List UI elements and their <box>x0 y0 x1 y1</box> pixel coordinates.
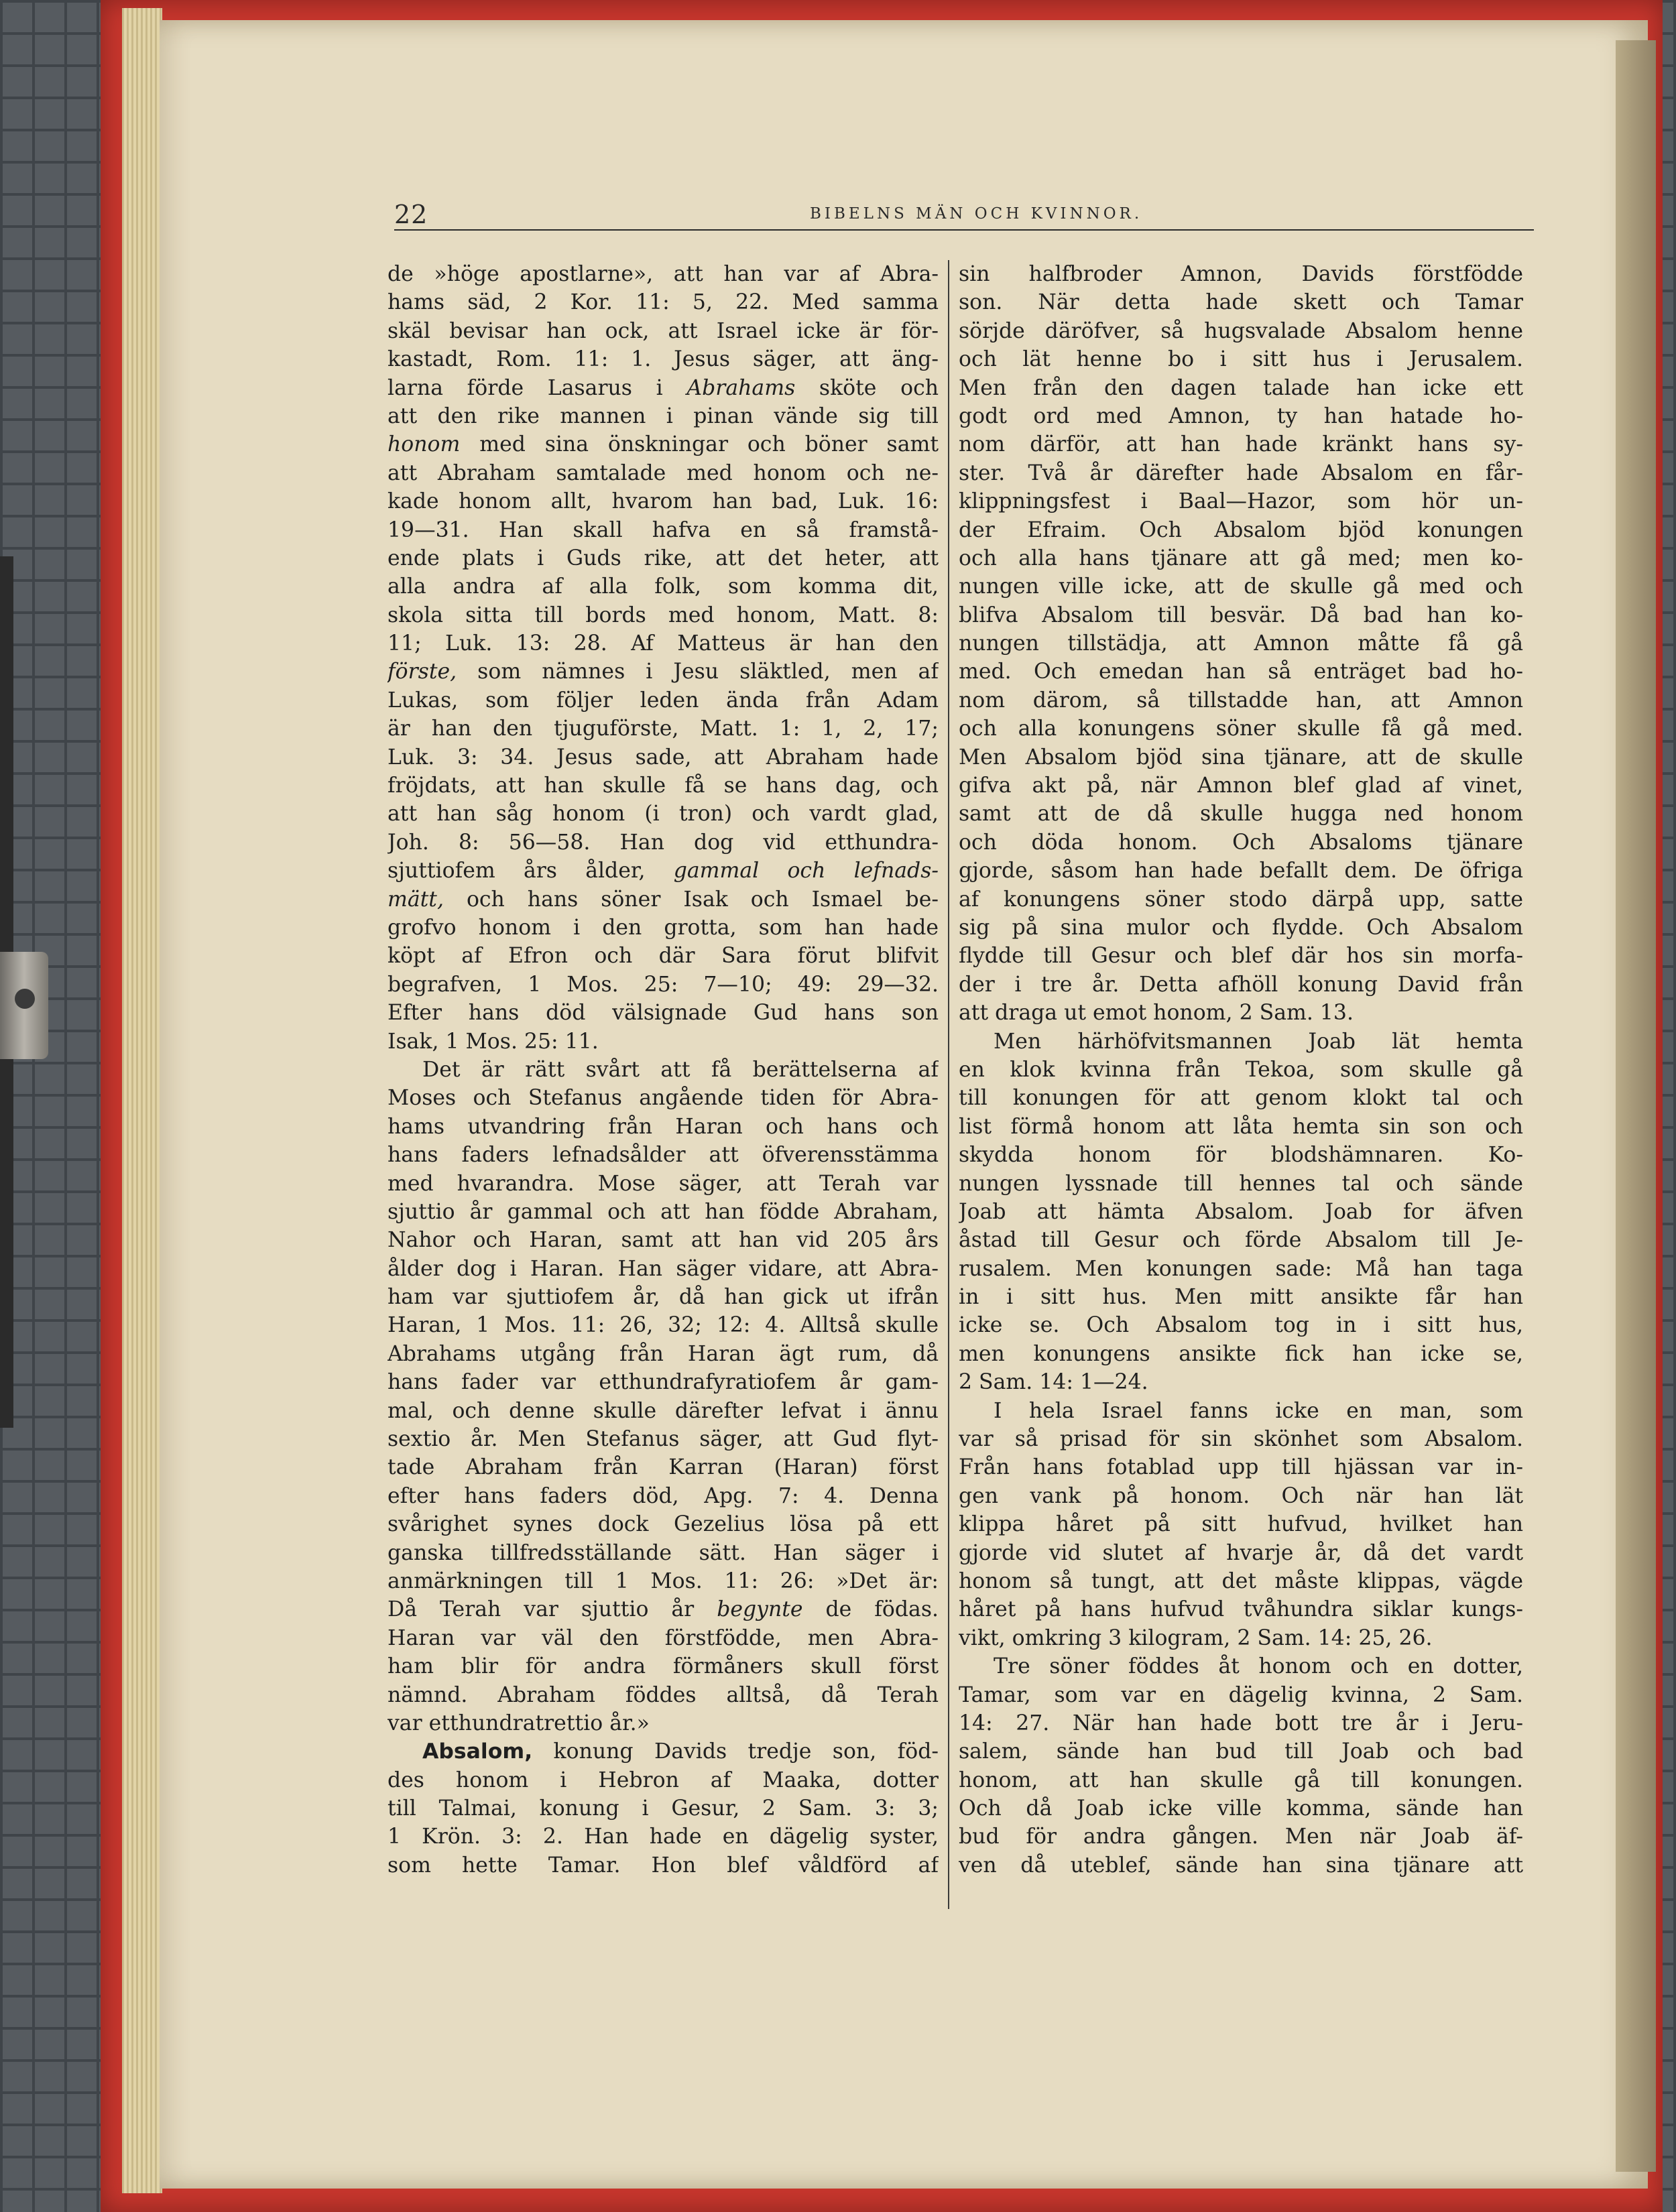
running-title: BIBELNS MÄN OCH KVINNOR. <box>810 205 1143 223</box>
text-run: hans faders lefnadsålder att öfverensstämma <box>387 1143 939 1168</box>
text-line <box>387 1823 939 1851</box>
text-line <box>387 658 939 686</box>
text-run: kastadt, Rom. 11: 1. Jesus säger, att äng- <box>387 347 939 372</box>
text-line <box>387 317 939 345</box>
text-run: håret på hans hufvud tvåhundra siklar kungs- <box>959 1597 1523 1622</box>
text-line <box>387 1198 939 1226</box>
headword: Absalom, <box>422 1739 533 1764</box>
text-line <box>387 629 939 658</box>
text-line <box>387 1113 939 1141</box>
italic-text: Abrahams <box>686 375 796 400</box>
text-line <box>387 1056 939 1084</box>
text-run: till Talmai, konung i Gesur, 2 Sam. 3: 3; <box>387 1796 939 1821</box>
text-run: 19—31. Han skall hafva en så framstå- <box>387 517 939 542</box>
text-line <box>959 1226 1523 1254</box>
text-line <box>387 1624 939 1652</box>
italic-text: begynte <box>717 1597 803 1622</box>
next-page-edge <box>1616 40 1656 2172</box>
text-line <box>959 800 1523 828</box>
text-run: med. Och emedan han så enträget bad ho- <box>959 660 1523 684</box>
text-line <box>387 1141 939 1169</box>
text-line <box>387 288 939 316</box>
text-line <box>387 402 939 430</box>
text-line <box>959 772 1523 800</box>
text-run: åstad till Gesur och förde Absalom till Je- <box>959 1228 1523 1253</box>
text-line <box>387 914 939 942</box>
text-run: svårighet synes dock Gezelius lösa på ett <box>387 1512 939 1537</box>
text-run: flydde till Gesur och blef där hos sin morfa- <box>959 944 1523 969</box>
text-run: att draga ut emot honom, 2 Sam. 13. <box>959 1001 1354 1026</box>
text-run: Men från den dagen talade han icke ett <box>959 375 1523 400</box>
text-line <box>959 1198 1523 1226</box>
text-run: hams utvandring från Haran och hans och <box>387 1114 939 1139</box>
text-run: nom därför, att han hade kränkt hans sy- <box>959 432 1523 457</box>
text-line <box>387 1283 939 1311</box>
text-line <box>959 1170 1523 1198</box>
text-line <box>387 999 939 1027</box>
text-run: grofvo honom i den grotta, som han hade <box>387 915 939 940</box>
text-line <box>387 544 939 572</box>
text-line <box>959 1028 1523 1056</box>
text-run: ham blir för andra förmåners skull först <box>387 1654 939 1679</box>
text-run: sjuttiofem års ålder, <box>387 859 674 883</box>
text-run: nungen lyssnade till hennes tal och sände <box>959 1171 1523 1196</box>
text-run: ster. Två år därefter hade Absalom en får- <box>959 460 1523 485</box>
text-run: Från hans fotablad upp till hjässan var in- <box>959 1455 1523 1480</box>
text-run: Efter hans död välsignade Gud hans son <box>387 1001 939 1026</box>
text-line <box>959 1453 1523 1481</box>
text-line <box>387 1595 939 1623</box>
text-run: sig på sina mulor och flydde. Och Absalom <box>959 915 1523 940</box>
text-run: in i sitt hus. Men mitt ansikte får han <box>959 1285 1523 1310</box>
page-number: 22 <box>394 200 428 229</box>
text-line <box>959 1084 1523 1112</box>
text-run: der Efraim. Och Absalom bjöd konungen <box>959 517 1523 542</box>
text-run: med sina önskningar och böner samt <box>460 432 939 457</box>
right-column <box>959 260 1523 1916</box>
text-run: nungen ville icke, att de skulle gå med och <box>959 574 1523 599</box>
text-line <box>959 1567 1523 1595</box>
text-line <box>959 288 1523 316</box>
text-line <box>959 1709 1523 1737</box>
text-line <box>959 914 1523 942</box>
text-line <box>387 1226 939 1254</box>
text-line <box>387 800 939 828</box>
binder-clip <box>0 952 48 1059</box>
text-run: och döda honom. Och Absaloms tjänare <box>959 830 1523 855</box>
text-line <box>387 1709 939 1737</box>
text-run: son. När detta hade skett och Tamar <box>959 290 1523 315</box>
text-run: med hvarandra. Mose säger, att Terah var <box>387 1171 939 1196</box>
text-run: Isak, 1 Mos. 25: 11. <box>387 1029 599 1054</box>
text-line <box>387 1681 939 1709</box>
text-line <box>959 1283 1523 1311</box>
text-line <box>387 942 939 970</box>
text-run: salem, sände han bud till Joab och bad <box>959 1739 1523 1764</box>
text-run: Tamar, som var en dägelig kvinna, 2 Sam. <box>959 1682 1523 1707</box>
text-line <box>387 1851 939 1880</box>
text-line <box>387 885 939 914</box>
text-line <box>387 1510 939 1538</box>
text-line <box>959 1141 1523 1169</box>
text-run: gjorde, såsom han hade befallt dem. De öfriga <box>959 859 1523 883</box>
text-run: Moses och Stefanus angående tiden för Abra- <box>387 1086 939 1111</box>
text-run: 11; Luk. 13: 28. Af Matteus är han den <box>387 631 939 656</box>
text-run: skola sitta till bords med honom, Matt. 8: <box>387 603 939 627</box>
text-run: ven då uteblef, sände han sina tjänare att <box>959 1853 1523 1878</box>
text-line <box>959 430 1523 458</box>
text-run: sköte och <box>795 375 939 400</box>
text-line <box>959 1737 1523 1766</box>
text-run: sjuttio år gammal och att han födde Abraham, <box>387 1199 939 1224</box>
text-line <box>959 715 1523 743</box>
text-line <box>387 715 939 743</box>
text-line <box>387 1766 939 1794</box>
text-run: ende plats i Guds rike, att det heter, att <box>387 546 939 570</box>
text-run: en klok kvinna från Tekoa, som skulle gå <box>959 1057 1523 1082</box>
text-line <box>959 1340 1523 1368</box>
text-line <box>387 857 939 885</box>
text-line <box>959 942 1523 970</box>
text-line <box>387 1028 939 1056</box>
text-run: gen vank på honom. Och när han lät <box>959 1483 1523 1508</box>
text-run: samt att de då skulle hugga ned honom <box>959 802 1523 826</box>
text-line <box>387 1567 939 1595</box>
text-run: 2 Sam. 14: 1—24. <box>959 1370 1148 1395</box>
text-run: nämnd. Abraham föddes alltså, då Terah <box>387 1682 939 1707</box>
column-divider <box>948 260 949 1909</box>
text-run: till konungen för att genom klokt tal och <box>959 1086 1523 1111</box>
text-line <box>387 828 939 857</box>
text-line <box>387 1368 939 1396</box>
text-line <box>959 686 1523 715</box>
text-run: gjorde vid slutet af hvarje år, då det vardt <box>959 1540 1523 1565</box>
text-line <box>959 828 1523 857</box>
text-run: och lät henne bo i sitt hus i Jerusalem. <box>959 347 1523 372</box>
text-run: Tre söner föddes åt honom och en dotter, <box>994 1654 1523 1679</box>
text-run: Haran, 1 Mos. 11: 26, 32; 12: 4. Alltså skulle <box>387 1313 939 1338</box>
text-run: alla andra af alla folk, som komma dit, <box>387 574 939 599</box>
text-line <box>387 1737 939 1766</box>
text-run: skydda honom för blodshämnaren. Ko- <box>959 1143 1523 1168</box>
text-run: hams säd, 2 Kor. 11: 5, 22. Med samma <box>387 290 939 315</box>
text-run: begrafven, 1 Mos. 25: 7—10; 49: 29—32. <box>387 972 939 997</box>
text-run: Det är rätt svårt att få berättelserna af <box>422 1057 939 1082</box>
text-line <box>959 1482 1523 1510</box>
text-run: är han den tjuguförste, Matt. 1: 1, 2, 17; <box>387 717 939 741</box>
text-run: nom därom, så tillstadde han, att Amnon <box>959 688 1523 713</box>
text-run: Luk. 3: 34. Jesus sade, att Abraham hade <box>387 745 939 770</box>
text-line <box>959 658 1523 686</box>
text-line <box>959 1794 1523 1823</box>
text-line <box>959 1113 1523 1141</box>
text-run: blifva Absalom till besvär. Då bad han ko- <box>959 603 1523 627</box>
text-line <box>387 971 939 999</box>
text-run: der i tre år. Detta afhöll konung David från <box>959 972 1523 997</box>
text-run: honom så tungt, att det måste klippas, vägde <box>959 1569 1523 1593</box>
text-line <box>959 260 1523 288</box>
text-run: de »höge apostlarne», att han var af Abra- <box>387 262 939 286</box>
text-line <box>959 317 1523 345</box>
text-run: bud för andra gången. Men när Joab äf- <box>959 1825 1523 1849</box>
text-run: I hela Israel fanns icke en man, som <box>994 1398 1523 1423</box>
text-line <box>959 743 1523 772</box>
text-line <box>959 516 1523 544</box>
text-run: Abrahams utgång från Haran ägt rum, då <box>387 1341 939 1366</box>
text-run: icke se. Och Absalom tog in i sitt hus, <box>959 1313 1523 1338</box>
text-line <box>959 1823 1523 1851</box>
text-line <box>387 772 939 800</box>
text-run: honom, att han skulle gå till konungen. <box>959 1768 1523 1792</box>
text-line <box>387 743 939 772</box>
text-line <box>959 1681 1523 1709</box>
text-run: klippa håret på sitt hufvud, hvilket han <box>959 1512 1523 1537</box>
text-line <box>959 1652 1523 1680</box>
text-line <box>959 487 1523 515</box>
text-run: var etthundratrettio år.» <box>387 1711 650 1735</box>
text-line <box>387 260 939 288</box>
text-run: nungen tillstädja, att Amnon måtte få gå <box>959 631 1523 656</box>
text-line <box>387 1794 939 1823</box>
text-run: anmärkningen till 1 Mos. 11: 26: »Det är: <box>387 1569 939 1593</box>
text-line <box>959 1311 1523 1339</box>
text-run: och alla konungens söner skulle få gå med. <box>959 717 1523 741</box>
text-line <box>387 1084 939 1112</box>
text-line <box>959 1510 1523 1538</box>
text-run: godt ord med Amnon, ty han hatade ho- <box>959 404 1523 428</box>
text-run: ham var sjuttiofem år, då han gick ut ifrån <box>387 1285 939 1310</box>
text-run: 14: 27. När han hade bott tre år i Jeru- <box>959 1711 1523 1735</box>
text-run: köpt af Efron och där Sara förut blifvit <box>387 944 939 969</box>
text-run: Och då Joab icke ville komma, sände han <box>959 1796 1523 1821</box>
text-line <box>387 430 939 458</box>
text-line <box>387 601 939 629</box>
text-line <box>959 629 1523 658</box>
text-run: hans fader var etthundrafyratiofem år gam- <box>387 1370 939 1395</box>
text-line <box>387 1453 939 1481</box>
clip-hole <box>15 989 35 1009</box>
text-line <box>387 1311 939 1339</box>
page-stack <box>122 8 162 2193</box>
text-line <box>387 459 939 487</box>
text-line <box>387 1652 939 1680</box>
text-line <box>959 1056 1523 1084</box>
text-line <box>959 885 1523 914</box>
text-line <box>959 857 1523 885</box>
text-run: larna förde Lasarus i <box>387 375 687 400</box>
text-run: sin halfbroder Amnon, Davids förstfödde <box>959 262 1523 286</box>
text-line <box>387 1425 939 1453</box>
text-run: Lukas, som följer leden ända från Adam <box>387 688 939 713</box>
text-run: af konungens söner stodo därpå upp, satte <box>959 887 1523 912</box>
italic-text: honom <box>387 432 461 457</box>
text-line <box>387 374 939 402</box>
text-line <box>959 1766 1523 1794</box>
text-run: Joh. 8: 56—58. Han dog vid etthundra- <box>387 830 939 855</box>
italic-text: gammal och lefnads- <box>673 859 939 883</box>
text-run: Men Absalom bjöd sina tjänare, att de skulle <box>959 745 1523 770</box>
text-line <box>387 1482 939 1510</box>
text-run: klippningsfest i Baal—Hazor, som hör un- <box>959 489 1523 514</box>
text-line <box>959 971 1523 999</box>
text-line <box>387 345 939 373</box>
text-line <box>959 999 1523 1027</box>
text-line <box>387 572 939 601</box>
text-run: kade honom allt, hvarom han bad, Luk. 16: <box>387 489 939 514</box>
text-line <box>959 1368 1523 1396</box>
text-run: och hans söner Isak och Ismael be- <box>443 887 939 912</box>
text-line <box>959 544 1523 572</box>
text-run: att Abraham samtalade med honom och ne- <box>387 460 939 485</box>
text-run: sextio år. Men Stefanus säger, att Gud flyt- <box>387 1427 939 1452</box>
text-run: som hette Tamar. Hon blef våldförd af <box>387 1853 939 1878</box>
text-run: efter hans faders död, Apg. 7: 4. Denna <box>387 1483 939 1508</box>
text-run: att den rike mannen i pinan vände sig till <box>387 404 939 428</box>
text-run: men konungens ansikte fick han icke se, <box>959 1341 1523 1366</box>
text-run: sörjde däröfver, så hugsvalade Absalom henne <box>959 318 1523 343</box>
text-run: vikt, omkring 3 kilogram, 2 Sam. 14: 25, 26. <box>959 1625 1433 1650</box>
text-run: mal, och denne skulle därefter lefvat i ännu <box>387 1398 939 1423</box>
text-line <box>959 1397 1523 1425</box>
text-line <box>387 686 939 715</box>
text-run: Men härhöfvitsmannen Joab lät hemta <box>994 1029 1523 1054</box>
text-line <box>959 572 1523 601</box>
text-line <box>387 1397 939 1425</box>
text-line <box>959 1539 1523 1567</box>
text-line <box>959 345 1523 373</box>
text-run: som nämnes i Jesu släktled, men af <box>457 660 939 684</box>
text-run: tade Abraham från Karran (Haran) först <box>387 1455 939 1480</box>
text-run: och alla hans tjänare att gå med; men ko- <box>959 546 1523 570</box>
text-run: de födas. <box>802 1597 939 1622</box>
text-run: rusalem. Men konungen sade: Må han taga <box>959 1256 1523 1281</box>
text-line <box>387 1170 939 1198</box>
text-run: fröjdats, att han skulle få se hans dag, och <box>387 774 939 798</box>
text-line <box>959 601 1523 629</box>
text-line <box>959 374 1523 402</box>
text-line <box>959 1255 1523 1283</box>
text-line <box>959 459 1523 487</box>
text-run: att han såg honom (i tron) och vardt glad, <box>387 802 939 826</box>
left-column <box>387 260 939 1916</box>
italic-text: förste, <box>387 660 457 684</box>
text-run: 1 Krön. 3: 2. Han hade en dägelig syster, <box>387 1825 939 1849</box>
text-line <box>387 1539 939 1567</box>
text-line <box>387 516 939 544</box>
text-run: Nahor och Haran, samt att han vid 205 års <box>387 1228 939 1253</box>
italic-text: mätt, <box>387 887 444 912</box>
text-line <box>959 1851 1523 1880</box>
text-line <box>959 1624 1523 1652</box>
text-run: des honom i Hebron af Maaka, dotter <box>387 1768 939 1792</box>
text-run: Då Terah var sjuttio år <box>387 1597 717 1622</box>
text-run: gifva akt på, när Amnon blef glad af vinet, <box>959 774 1523 798</box>
text-run: list förmå honom att låta hemta sin son och <box>959 1114 1523 1139</box>
text-line <box>959 402 1523 430</box>
text-line <box>387 487 939 515</box>
text-line <box>959 1595 1523 1623</box>
text-line <box>387 1340 939 1368</box>
text-run: konung Davids tredje son, föd- <box>532 1739 939 1764</box>
text-run: ganska tillfredsställande sätt. Han säger i <box>387 1540 939 1565</box>
text-line <box>959 1425 1523 1453</box>
text-run: skäl bevisar han ock, att Israel icke är för- <box>387 318 939 343</box>
text-run: var så prisad för sin skönhet som Absalom. <box>959 1427 1523 1452</box>
running-header <box>394 202 1534 231</box>
text-line <box>387 1255 939 1283</box>
text-run: Haran var väl den förstfödde, men Abra- <box>387 1625 939 1650</box>
text-run: ålder dog i Haran. Han säger vidare, att Abra- <box>387 1256 939 1281</box>
text-run: Joab att hämta Absalom. Joab for äfven <box>959 1199 1523 1224</box>
